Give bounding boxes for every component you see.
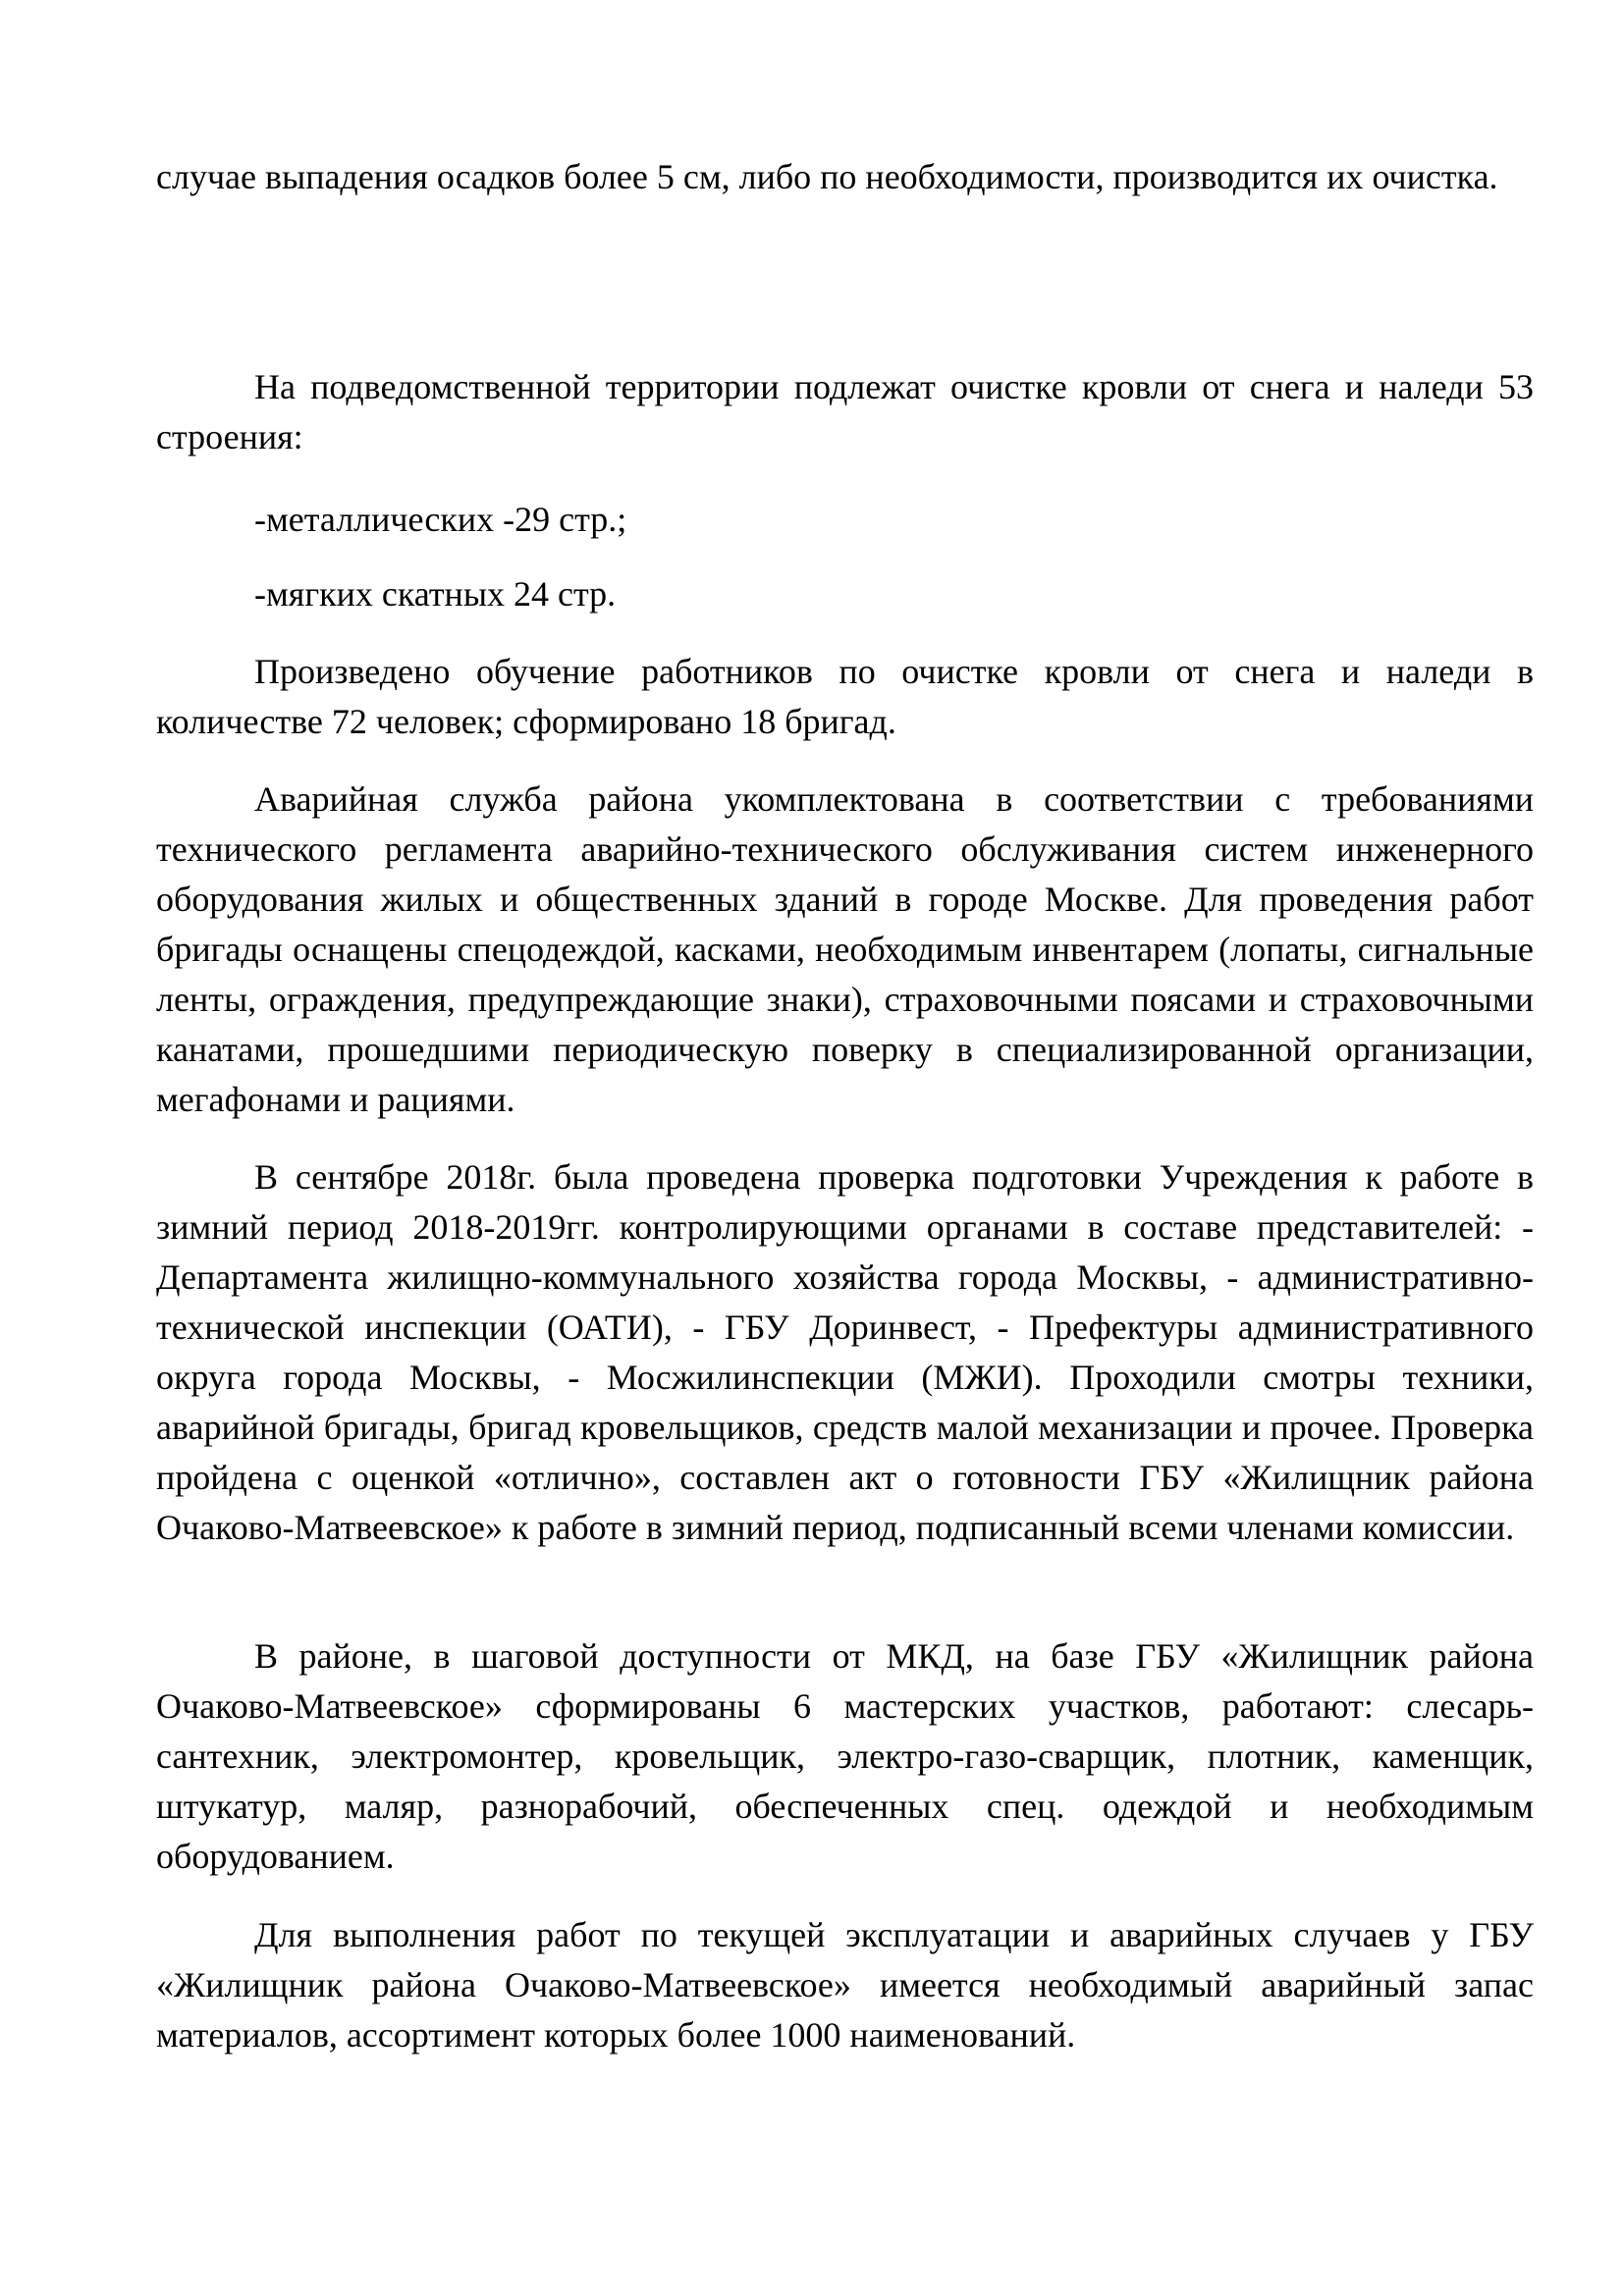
paragraph-snow-cleaning-continuation: случае выпадения осадков более 5 см, либо по необходимости, производится их очистка. — [156, 157, 1498, 196]
paragraph-roof-buildings: На подведомственной территории подлежат очистке кровли от снега и наледи 53 строения: — [156, 367, 1534, 456]
list-item-metal-roofs: -металлических -29 стр.; — [254, 500, 627, 539]
paragraph-emergency-service: Аварийная служба района укомплектована в соответствии с требованиями технического регламента аварийно-технического обслуживания систем инженерного оборудования жилых и общественных зданий в городе Москве. Для проведения работ бригады оснащены спецодеждой, касками, необходимым инвентарем (лопаты, сигнальные ленты, ограждения, предупреждающие знаки), страховочными поясами и страховочными канатами, прошедшими периодическую поверку в специализированной организации, мегафонами и рациями. — [156, 779, 1534, 1119]
list-item-soft-roofs: -мягких скатных 24 стр. — [254, 574, 617, 614]
paragraph-worker-training: Произведено обучение работников по очистке кровли от снега и наледи в количестве 72 человек; сформировано 18 бригад. — [156, 652, 1534, 741]
paragraph-emergency-materials: Для выполнения работ по текущей эксплуатации и аварийных случаев у ГБУ «Жилищник района Очаково-Матвеевское» имеется необходимый аварийный запас материалов, ассортимент которых более 1000 наименований. — [156, 1915, 1534, 2055]
paragraph-winter-inspection: В сентябре 2018г. была проведена проверка подготовки Учреждения к работе в зимний период 2018-2019гг. контролирующими органами в составе представителей: - Департамента жилищно-коммунального хозяйства города Москвы, - административно-технической инспекции (ОАТИ), - ГБУ Доринвест, - Префектуры административного округа города Москвы, - Мосжилинспекции (МЖИ). Проходили смотры техники, аварийной бригады, бригад кровельщиков, средств малой механизации и прочее. Проверка пройдена с оценкой «отлично», составлен акт о готовности ГБУ «Жилищник района Очаково-Матвеевское» к работе в зимний период, подписанный всеми членами комиссии. — [156, 1157, 1534, 1547]
paragraph-workshop-sites: В районе, в шаговой доступности от МКД, на базе ГБУ «Жилищник района Очаково-Матвеевское» сформированы 6 мастерских участков, работают: слесарь-сантехник, электромонтер, кровельщик, электро-газо-сварщик, плотник, каменщик, штукатур, маляр, разнорабочий, обеспеченных спец. одеждой и необходимым оборудованием. — [156, 1636, 1534, 1876]
